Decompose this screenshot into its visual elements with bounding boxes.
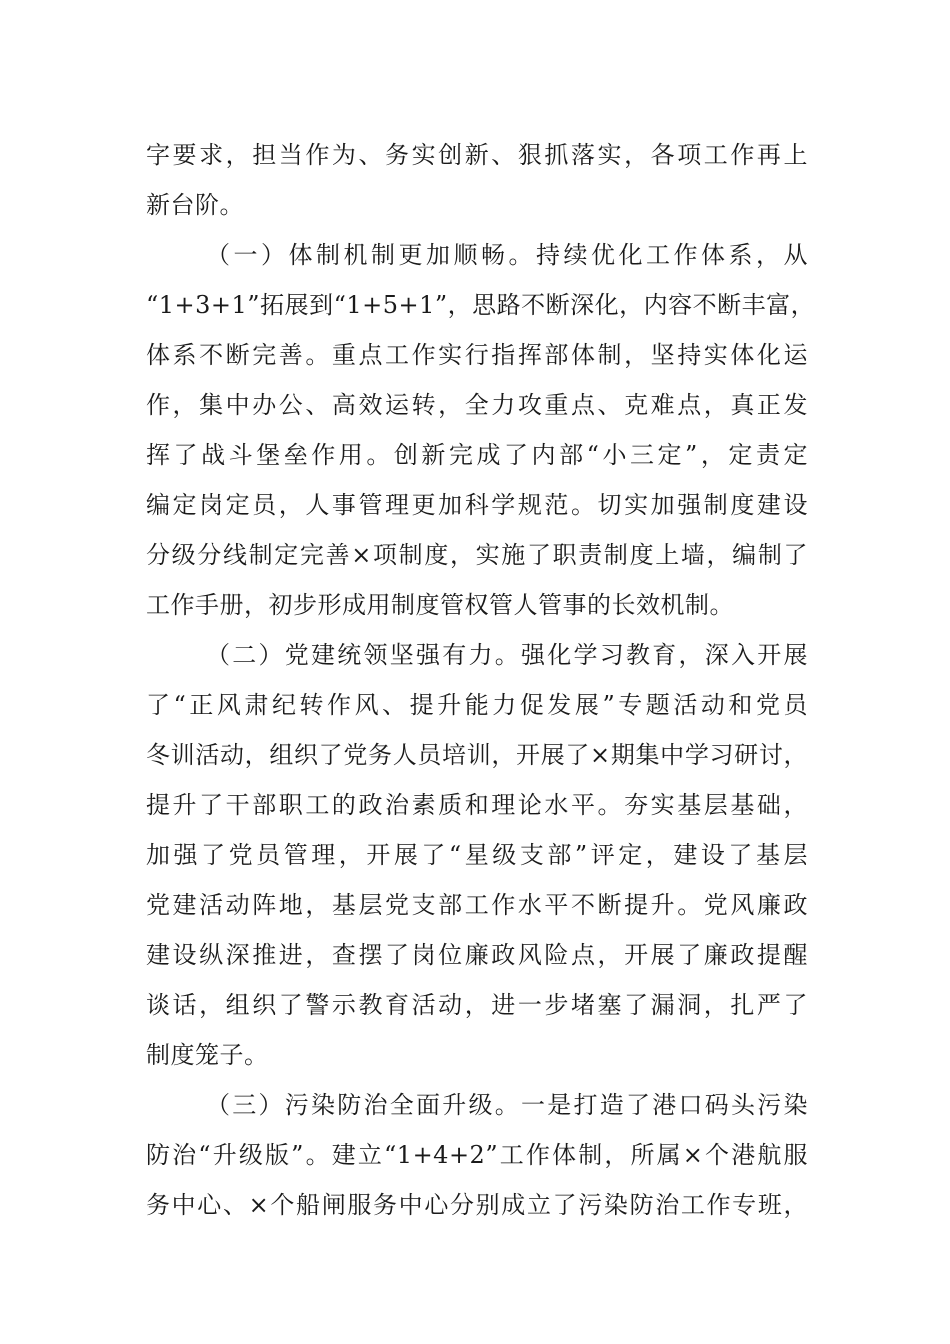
text-line: 加强了党员管理，开展了“星级支部”评定，建设了基层	[146, 841, 808, 869]
text-line: 工作手册，初步形成用制度管权管人管事的长效机制。	[146, 591, 734, 619]
text-line: 提升了干部职工的政治素质和理论水平。夯实基层基础，	[146, 791, 808, 819]
text-line: 作，集中办公、高效运转，全力攻重点、克难点，真正发	[146, 391, 808, 419]
text-line: 务中心、×个船闸服务中心分别成立了污染防治工作专班，	[146, 1191, 808, 1219]
text-line: 体系不断完善。重点工作实行指挥部体制，坚持实体化运	[146, 341, 808, 369]
text-line: 冬训活动，组织了党务人员培训，开展了×期集中学习研讨，	[146, 741, 808, 769]
text-line: （一）体制机制更加顺畅。持续优化工作体系，从	[206, 241, 808, 269]
text-line: 编定岗定员，人事管理更加科学规范。切实加强制度建设	[146, 491, 808, 519]
text-line: 新台阶。	[146, 191, 244, 219]
text-line: 谈话，组织了警示教育活动，进一步堵塞了漏洞，扎严了	[146, 991, 808, 1019]
text-line: 防治“升级版”。建立“1+4+2”工作体制，所属×个港航服	[146, 1141, 808, 1169]
text-line: 建设纵深推进，查摆了岗位廉政风险点，开展了廉政提醒	[146, 941, 808, 969]
document-body	[146, 130, 816, 1230]
text-line: 字要求，担当作为、务实创新、狠抓落实，各项工作再上	[146, 141, 808, 169]
text-line: “1+3+1”拓展到“1+5+1”，思路不断深化，内容不断丰富，	[146, 291, 816, 319]
text-line: 党建活动阵地，基层党支部工作水平不断提升。党风廉政	[146, 891, 808, 919]
text-line: 制度笼子。	[146, 1041, 269, 1069]
text-line: （三）污染防治全面升级。一是打造了港口码头污染	[206, 1091, 808, 1119]
text-line: 了“正风肃纪转作风、提升能力促发展”专题活动和党员	[146, 691, 808, 719]
text-line: 挥了战斗堡垒作用。创新完成了内部“小三定”，定责定	[146, 441, 808, 469]
text-line: （二）党建统领坚强有力。强化学习教育，深入开展	[206, 641, 808, 669]
text-line: 分级分线制定完善×项制度，实施了职责制度上墙，编制了	[146, 541, 808, 569]
